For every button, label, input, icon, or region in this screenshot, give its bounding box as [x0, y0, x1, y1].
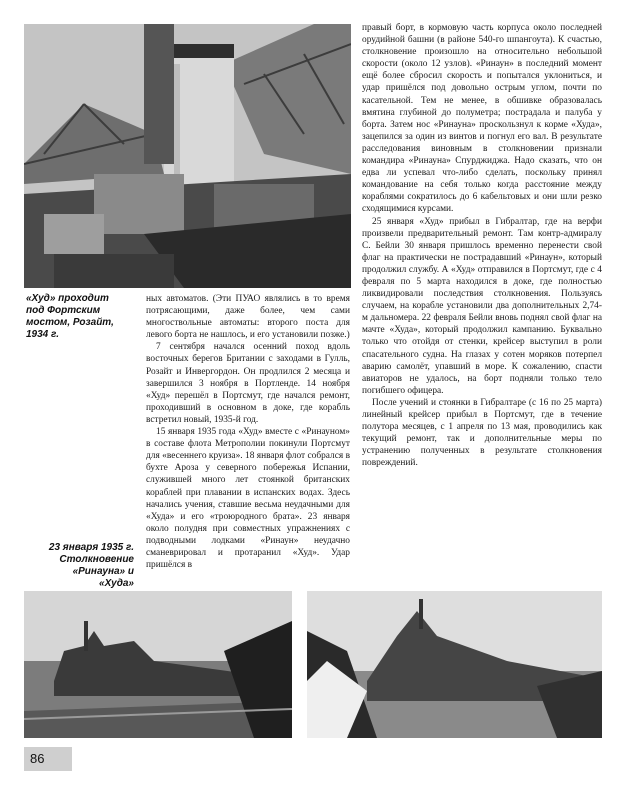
- paragraph: правый борт, в кормовую часть корпуса около последней орудийной башни (в районе 540-го шпангоута). К счастью, столкновение произошло на относительно небольшой скорости (около 12 узлов). «Ринаун» в последний момент ещё более сбросил скорость и попытался уклониться, и удар пришёлся под довольно острым углом, почти по касательной. Тем не менее, в обшивке образовалась вмятина глубиной до полуметра; пострадала и палуба у борта. Затем нос «Ринауна» проскользнул к корме «Худа», зацепился за один из винтов и погнул его вал. В результате расследования виновным в столкновении признали командира «Ринауна» Спурджиджа. Надо сказать, что он едва ли успевал что-либо сделать, поскольку принял командование на себя только когда расстояние между кораблями сократилось до 6 кабельтовых и они шли резко сходящимися курсами.: [362, 23, 602, 215]
- paragraph: ных автоматов. (Эти ПУАО являлись в то время потрясающими, даже более, чем сами многоствольные автоматы: второго поста для левого борта не нашлось, и его установили позже.): [146, 294, 350, 341]
- caption-date: 23 января 1935 г.: [48, 542, 134, 553]
- caption-ships: «Ринауна» и «Худа»: [72, 566, 134, 589]
- hood-under-forth-bridge-photo: [24, 24, 351, 288]
- paragraph: 15 января 1935 года «Худ» вместе с «Ринауном» в составе флота Метрополии покинули Портсмут для «весеннего круиза». 18 января флот собрался в бухте Ароза у северного побережья Испании, служившей много лет стоянкой британских кораблей при плавании в испанских водах. Здесь начались учения, ставшие весьма неудачными для «Худа» и его «троюродного брата». 23 января около полудня при совместных упражнениях с подводными лодками «Ринаун» неудачно сманеврировал и протаранил «Худ». Удар пришёлся в: [146, 427, 350, 571]
- renown-hood-collision-photo-1: [24, 591, 292, 738]
- paragraph: После учений и стоянки в Гибралтаре (с 16 по 25 марта) линейный крейсер прибыл в Портсмут, где в течение полутора месяцев, с 1 апреля по 13 мая, проводились как текущий ремонт, так и дополнительные меры по устранению полученных в результате столкновения повреждений.: [362, 397, 602, 469]
- paragraph: 25 января «Худ» прибыл в Гибралтар, где на верфи произвели предварительный ремонт. Там контр-адмиралу С. Бейли 30 января пришлось временно перенести свой флаг на практически не пострадавший «Ринаун», который продолжил службу. А «Худ» отправился в Портсмут, где с 4 февраля по 5 марта находился в доке, где полностью ликвидировали последствия столкновения. Пользуясь случаем, на корабле установили два дополнительных 2,74-м дальномера. 22 февраля Бейли вновь поднял свой флаг на мачте «Худа», который продолжил кампанию. Буквально только что отойдя от стенки, крейсер выступил в роли спасательного судна. На глазах у сотен моряков потерпел аварию самолёт, упавший в море. К сожалению, спасти авиаторов не удалось, на борт подняли только тело погибшего офицера.: [362, 216, 602, 396]
- photo-caption-collision: [38, 542, 134, 590]
- photo-caption-hood-bridge: «Худ» проходит под Фортским мостом, Розайт, 1934 г.: [26, 293, 114, 340]
- page-number: 86: [24, 747, 72, 771]
- text-column-left: [146, 293, 350, 581]
- paragraph: 7 сентября начался осенний поход вдоль восточных берегов Британии с заходами в Гулль, Розайт и Инвергордон. Он продлился 2 месяца и завершился 3 ноября в Портленде. 14 ноября «Худ» перешёл в Портсмут, где начался ремонт, проходивший в основном в доке, где корабль встретил новый, 1935-й год.: [146, 342, 350, 425]
- text-column-right: [362, 22, 602, 588]
- caption-title: Столкновение: [59, 554, 134, 565]
- renown-hood-collision-photo-2: [307, 591, 602, 738]
